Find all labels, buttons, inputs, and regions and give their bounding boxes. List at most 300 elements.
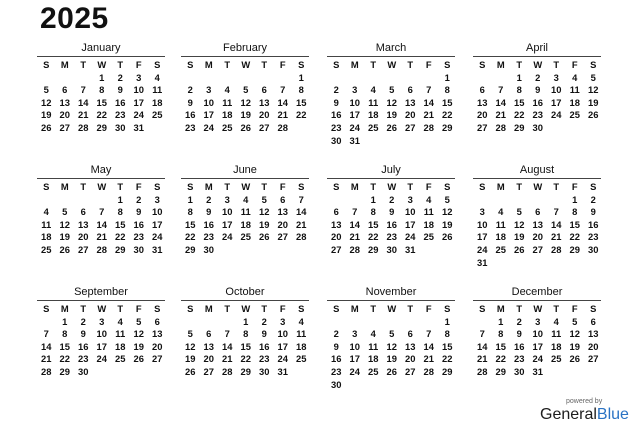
day-cell: 29	[495, 365, 506, 377]
day-cell: 29	[240, 365, 251, 377]
day-cell: 4	[553, 315, 559, 327]
day-cell: 9	[136, 206, 142, 218]
day-cell: 8	[370, 206, 376, 218]
day-cell: 21	[222, 353, 233, 365]
day-cell: 13	[405, 340, 416, 352]
day-cell: 9	[261, 328, 267, 340]
day-cell: 30	[133, 243, 144, 255]
weekday-header: S	[187, 303, 194, 314]
day-cell: 14	[41, 340, 52, 352]
day-cell: 17	[277, 340, 288, 352]
day-cell: 26	[442, 231, 453, 243]
weekday-header: W	[533, 181, 543, 192]
day-cell: 12	[59, 218, 70, 230]
day-cell: 30	[259, 365, 270, 377]
weekday-header: W	[97, 59, 107, 70]
day-cell: 16	[588, 218, 599, 230]
day-cell: 6	[479, 84, 485, 96]
day-cell: 26	[41, 121, 52, 133]
month-divider	[37, 300, 165, 301]
weekday-header: T	[261, 59, 268, 70]
day-cell: 19	[514, 231, 525, 243]
month-days-grid	[181, 59, 311, 135]
empty-cell	[200, 316, 219, 329]
day-cell: 1	[444, 71, 450, 83]
day-cell: 5	[62, 206, 68, 218]
day-cell: 15	[59, 340, 70, 352]
day-cell: 6	[333, 206, 339, 218]
month-days-grid	[473, 303, 603, 379]
weekday-header: T	[370, 59, 377, 70]
day-cell: 31	[152, 243, 163, 255]
day-cell: 3	[206, 84, 212, 96]
empty-cell	[364, 316, 383, 329]
day-cell: 22	[442, 109, 453, 121]
day-cell: 31	[277, 365, 288, 377]
weekday-header: S	[298, 59, 305, 70]
day-cell: 24	[96, 353, 107, 365]
day-cell: 24	[133, 109, 144, 121]
weekday-header: W	[387, 181, 397, 192]
day-cell: 20	[277, 218, 288, 230]
month-name: October	[225, 286, 265, 298]
day-cell: 24	[477, 243, 488, 255]
day-cell: 5	[136, 315, 142, 327]
day-cell: 23	[532, 109, 543, 121]
month-divider	[37, 178, 165, 179]
day-cell: 2	[136, 193, 142, 205]
day-cell: 11	[296, 328, 307, 340]
day-cell: 2	[333, 328, 339, 340]
day-cell: 18	[41, 231, 52, 243]
day-cell: 28	[78, 121, 89, 133]
day-cell: 19	[259, 218, 270, 230]
day-cell: 3	[99, 315, 105, 327]
day-cell: 13	[477, 96, 488, 108]
day-cell: 16	[514, 340, 525, 352]
day-cell: 17	[349, 353, 360, 365]
day-cell: 5	[187, 328, 193, 340]
day-cell: 29	[59, 365, 70, 377]
weekday-header: F	[135, 303, 142, 314]
day-cell: 2	[206, 193, 212, 205]
month-divider	[327, 56, 455, 57]
day-cell: 14	[477, 340, 488, 352]
day-cell: 3	[479, 206, 485, 218]
day-cell: 1	[62, 315, 68, 327]
day-cell: 25	[41, 243, 52, 255]
weekday-header: T	[370, 303, 377, 314]
day-cell: 2	[80, 315, 86, 327]
day-cell: 4	[370, 84, 376, 96]
day-cell: 1	[498, 315, 504, 327]
empty-cell	[37, 316, 56, 329]
day-cell: 25	[152, 109, 163, 121]
month-days-grid	[473, 59, 603, 135]
day-cell: 28	[477, 365, 488, 377]
day-cell: 7	[43, 328, 49, 340]
weekday-header: T	[407, 303, 414, 314]
day-cell: 14	[222, 340, 233, 352]
day-cell: 3	[136, 71, 142, 83]
day-cell: 2	[187, 84, 193, 96]
day-cell: 24	[349, 121, 360, 133]
empty-cell	[346, 316, 365, 329]
weekday-header: F	[135, 181, 142, 192]
day-cell: 27	[331, 243, 342, 255]
day-cell: 20	[203, 353, 214, 365]
day-cell: 3	[352, 328, 358, 340]
weekday-header: S	[444, 303, 451, 314]
day-cell: 29	[569, 243, 580, 255]
day-cell: 23	[514, 353, 525, 365]
weekday-header: S	[479, 181, 486, 192]
weekday-header: T	[553, 303, 560, 314]
day-cell: 22	[296, 109, 307, 121]
day-cell: 15	[442, 340, 453, 352]
day-cell: 22	[59, 353, 70, 365]
brand-name-part1: General	[540, 406, 597, 423]
day-cell: 29	[185, 243, 196, 255]
day-cell: 7	[426, 328, 432, 340]
empty-cell	[492, 72, 511, 85]
empty-cell	[237, 72, 256, 85]
day-cell: 21	[477, 353, 488, 365]
day-cell: 10	[277, 328, 288, 340]
day-cell: 5	[389, 328, 395, 340]
weekday-header: T	[261, 181, 268, 192]
day-cell: 1	[444, 315, 450, 327]
weekday-header: S	[154, 59, 161, 70]
day-cell: 21	[277, 109, 288, 121]
weekday-header: W	[241, 303, 251, 314]
day-cell: 9	[206, 206, 212, 218]
month-name: December	[511, 286, 563, 298]
day-cell: 8	[572, 206, 578, 218]
day-cell: 7	[224, 328, 230, 340]
day-cell: 24	[152, 231, 163, 243]
day-cell: 23	[588, 231, 599, 243]
day-cell: 9	[333, 340, 339, 352]
weekday-header: M	[60, 181, 69, 192]
day-cell: 15	[115, 218, 126, 230]
weekday-header: W	[533, 303, 543, 314]
weekday-header: T	[224, 59, 231, 70]
day-cell: 4	[572, 71, 578, 83]
day-cell: 1	[298, 71, 304, 83]
weekday-header: T	[261, 303, 268, 314]
day-cell: 20	[588, 340, 599, 352]
day-cell: 30	[115, 121, 126, 133]
day-cell: 4	[298, 315, 304, 327]
day-cell: 15	[296, 96, 307, 108]
weekday-header: S	[154, 181, 161, 192]
day-cell: 4	[224, 84, 230, 96]
day-cell: 21	[78, 109, 89, 121]
weekday-header: S	[187, 181, 194, 192]
day-cell: 1	[99, 71, 105, 83]
day-cell: 31	[477, 256, 488, 268]
day-cell: 21	[551, 231, 562, 243]
day-cell: 3	[535, 315, 541, 327]
day-cell: 14	[78, 96, 89, 108]
month-days-grid	[327, 303, 457, 391]
month-days-grid	[181, 181, 311, 257]
day-cell: 28	[96, 243, 107, 255]
empty-cell	[255, 72, 274, 85]
powered-by-label: powered by	[566, 398, 603, 405]
day-cell: 22	[495, 353, 506, 365]
day-cell: 9	[590, 206, 596, 218]
day-cell: 29	[442, 365, 453, 377]
weekday-header: M	[350, 59, 359, 70]
day-cell: 28	[296, 231, 307, 243]
day-cell: 1	[516, 71, 522, 83]
day-cell: 4	[117, 315, 123, 327]
empty-cell	[401, 72, 420, 85]
day-cell: 14	[495, 96, 506, 108]
day-cell: 8	[498, 328, 504, 340]
empty-cell	[327, 316, 346, 329]
day-cell: 5	[590, 71, 596, 83]
month-days-grid	[37, 303, 167, 379]
weekday-header: M	[204, 303, 213, 314]
day-cell: 7	[553, 206, 559, 218]
weekday-header: S	[154, 303, 161, 314]
day-cell: 10	[405, 206, 416, 218]
day-cell: 5	[444, 193, 450, 205]
day-cell: 25	[222, 121, 233, 133]
day-cell: 13	[532, 218, 543, 230]
weekday-header: S	[444, 181, 451, 192]
day-cell: 20	[405, 109, 416, 121]
day-cell: 10	[477, 218, 488, 230]
day-cell: 9	[516, 328, 522, 340]
day-cell: 3	[224, 193, 230, 205]
month-divider	[473, 178, 601, 179]
weekday-header: F	[279, 303, 286, 314]
weekday-header: T	[80, 181, 87, 192]
weekday-header: S	[479, 59, 486, 70]
day-cell: 3	[407, 193, 413, 205]
day-cell: 17	[152, 218, 163, 230]
weekday-header: S	[590, 181, 597, 192]
weekday-header: S	[479, 303, 486, 314]
day-cell: 28	[495, 121, 506, 133]
weekday-header: F	[571, 303, 578, 314]
empty-cell	[93, 194, 112, 207]
day-cell: 4	[154, 71, 160, 83]
day-cell: 27	[59, 121, 70, 133]
day-cell: 16	[331, 109, 342, 121]
day-cell: 19	[185, 353, 196, 365]
empty-cell	[364, 72, 383, 85]
day-cell: 1	[117, 193, 123, 205]
day-cell: 7	[479, 328, 485, 340]
day-cell: 4	[498, 206, 504, 218]
day-cell: 22	[96, 109, 107, 121]
day-cell: 22	[115, 231, 126, 243]
day-cell: 17	[551, 96, 562, 108]
day-cell: 25	[368, 365, 379, 377]
day-cell: 23	[78, 353, 89, 365]
day-cell: 14	[296, 206, 307, 218]
day-cell: 21	[41, 353, 52, 365]
day-cell: 8	[298, 84, 304, 96]
brand-name	[540, 406, 629, 424]
month-divider	[327, 300, 455, 301]
weekday-header: T	[117, 59, 124, 70]
day-cell: 20	[78, 231, 89, 243]
day-cell: 26	[240, 121, 251, 133]
day-cell: 18	[495, 231, 506, 243]
day-cell: 17	[477, 231, 488, 243]
weekday-header: F	[425, 59, 432, 70]
day-cell: 2	[516, 315, 522, 327]
weekday-header: M	[204, 181, 213, 192]
day-cell: 21	[495, 109, 506, 121]
day-cell: 7	[498, 84, 504, 96]
day-cell: 14	[277, 96, 288, 108]
day-cell: 25	[551, 353, 562, 365]
day-cell: 27	[152, 353, 163, 365]
day-cell: 25	[240, 231, 251, 243]
empty-cell	[383, 72, 402, 85]
weekday-header: F	[571, 181, 578, 192]
day-cell: 24	[405, 231, 416, 243]
day-cell: 20	[59, 109, 70, 121]
weekday-header: T	[516, 181, 523, 192]
day-cell: 21	[349, 231, 360, 243]
empty-cell	[473, 72, 492, 85]
day-cell: 30	[331, 134, 342, 146]
day-cell: 11	[222, 96, 233, 108]
empty-cell	[37, 72, 56, 85]
day-cell: 2	[535, 71, 541, 83]
day-cell: 11	[551, 328, 562, 340]
day-cell: 27	[477, 121, 488, 133]
empty-cell	[529, 194, 548, 207]
day-cell: 15	[514, 96, 525, 108]
day-cell: 12	[259, 206, 270, 218]
weekday-header: M	[496, 303, 505, 314]
day-cell: 16	[203, 218, 214, 230]
day-cell: 24	[532, 353, 543, 365]
month-name: August	[519, 164, 555, 176]
weekday-header: T	[407, 59, 414, 70]
day-cell: 28	[277, 121, 288, 133]
empty-cell	[473, 316, 492, 329]
brand-name-part2: Blue	[596, 406, 629, 423]
day-cell: 11	[368, 340, 379, 352]
weekday-header: F	[425, 303, 432, 314]
day-cell: 8	[62, 328, 68, 340]
day-cell: 6	[62, 84, 68, 96]
day-cell: 23	[203, 231, 214, 243]
day-cell: 1	[370, 193, 376, 205]
day-cell: 18	[296, 340, 307, 352]
day-cell: 1	[243, 315, 249, 327]
day-cell: 30	[331, 378, 342, 390]
day-cell: 6	[590, 315, 596, 327]
day-cell: 30	[203, 243, 214, 255]
day-cell: 7	[298, 193, 304, 205]
day-cell: 28	[551, 243, 562, 255]
weekday-header: W	[387, 59, 397, 70]
day-cell: 19	[569, 340, 580, 352]
day-cell: 20	[405, 353, 416, 365]
day-cell: 17	[349, 109, 360, 121]
day-cell: 14	[423, 340, 434, 352]
day-cell: 17	[405, 218, 416, 230]
day-cell: 12	[442, 206, 453, 218]
weekday-header: F	[571, 59, 578, 70]
day-cell: 10	[551, 84, 562, 96]
empty-cell	[56, 72, 75, 85]
day-cell: 12	[569, 328, 580, 340]
day-cell: 21	[296, 218, 307, 230]
day-cell: 11	[569, 84, 580, 96]
day-cell: 12	[240, 96, 251, 108]
day-cell: 25	[115, 353, 126, 365]
month-days-grid	[327, 181, 457, 257]
day-cell: 3	[154, 193, 160, 205]
month-days-grid	[181, 303, 311, 379]
day-cell: 23	[331, 121, 342, 133]
empty-cell	[383, 316, 402, 329]
weekday-header: T	[553, 59, 560, 70]
day-cell: 30	[588, 243, 599, 255]
weekday-header: M	[350, 303, 359, 314]
day-cell: 10	[133, 84, 144, 96]
month-divider	[473, 56, 601, 57]
day-cell: 16	[259, 340, 270, 352]
day-cell: 29	[368, 243, 379, 255]
day-cell: 23	[115, 109, 126, 121]
day-cell: 5	[389, 84, 395, 96]
day-cell: 26	[386, 365, 397, 377]
day-cell: 18	[222, 109, 233, 121]
day-cell: 15	[240, 340, 251, 352]
day-cell: 19	[240, 109, 251, 121]
empty-cell	[37, 194, 56, 207]
day-cell: 16	[185, 109, 196, 121]
day-cell: 18	[368, 109, 379, 121]
day-cell: 19	[133, 340, 144, 352]
day-cell: 31	[133, 121, 144, 133]
empty-cell	[200, 72, 219, 85]
weekday-header: M	[60, 59, 69, 70]
day-cell: 9	[333, 96, 339, 108]
day-cell: 22	[240, 353, 251, 365]
day-cell: 17	[96, 340, 107, 352]
weekday-header: S	[333, 59, 340, 70]
day-cell: 30	[532, 121, 543, 133]
empty-cell	[218, 72, 237, 85]
weekday-header: T	[117, 181, 124, 192]
day-cell: 26	[588, 109, 599, 121]
day-cell: 28	[222, 365, 233, 377]
empty-cell	[473, 194, 492, 207]
month-name: September	[74, 286, 128, 298]
day-cell: 4	[43, 206, 49, 218]
day-cell: 21	[423, 109, 434, 121]
day-cell: 28	[423, 121, 434, 133]
day-cell: 8	[444, 328, 450, 340]
day-cell: 29	[442, 121, 453, 133]
day-cell: 18	[569, 96, 580, 108]
day-cell: 13	[259, 96, 270, 108]
